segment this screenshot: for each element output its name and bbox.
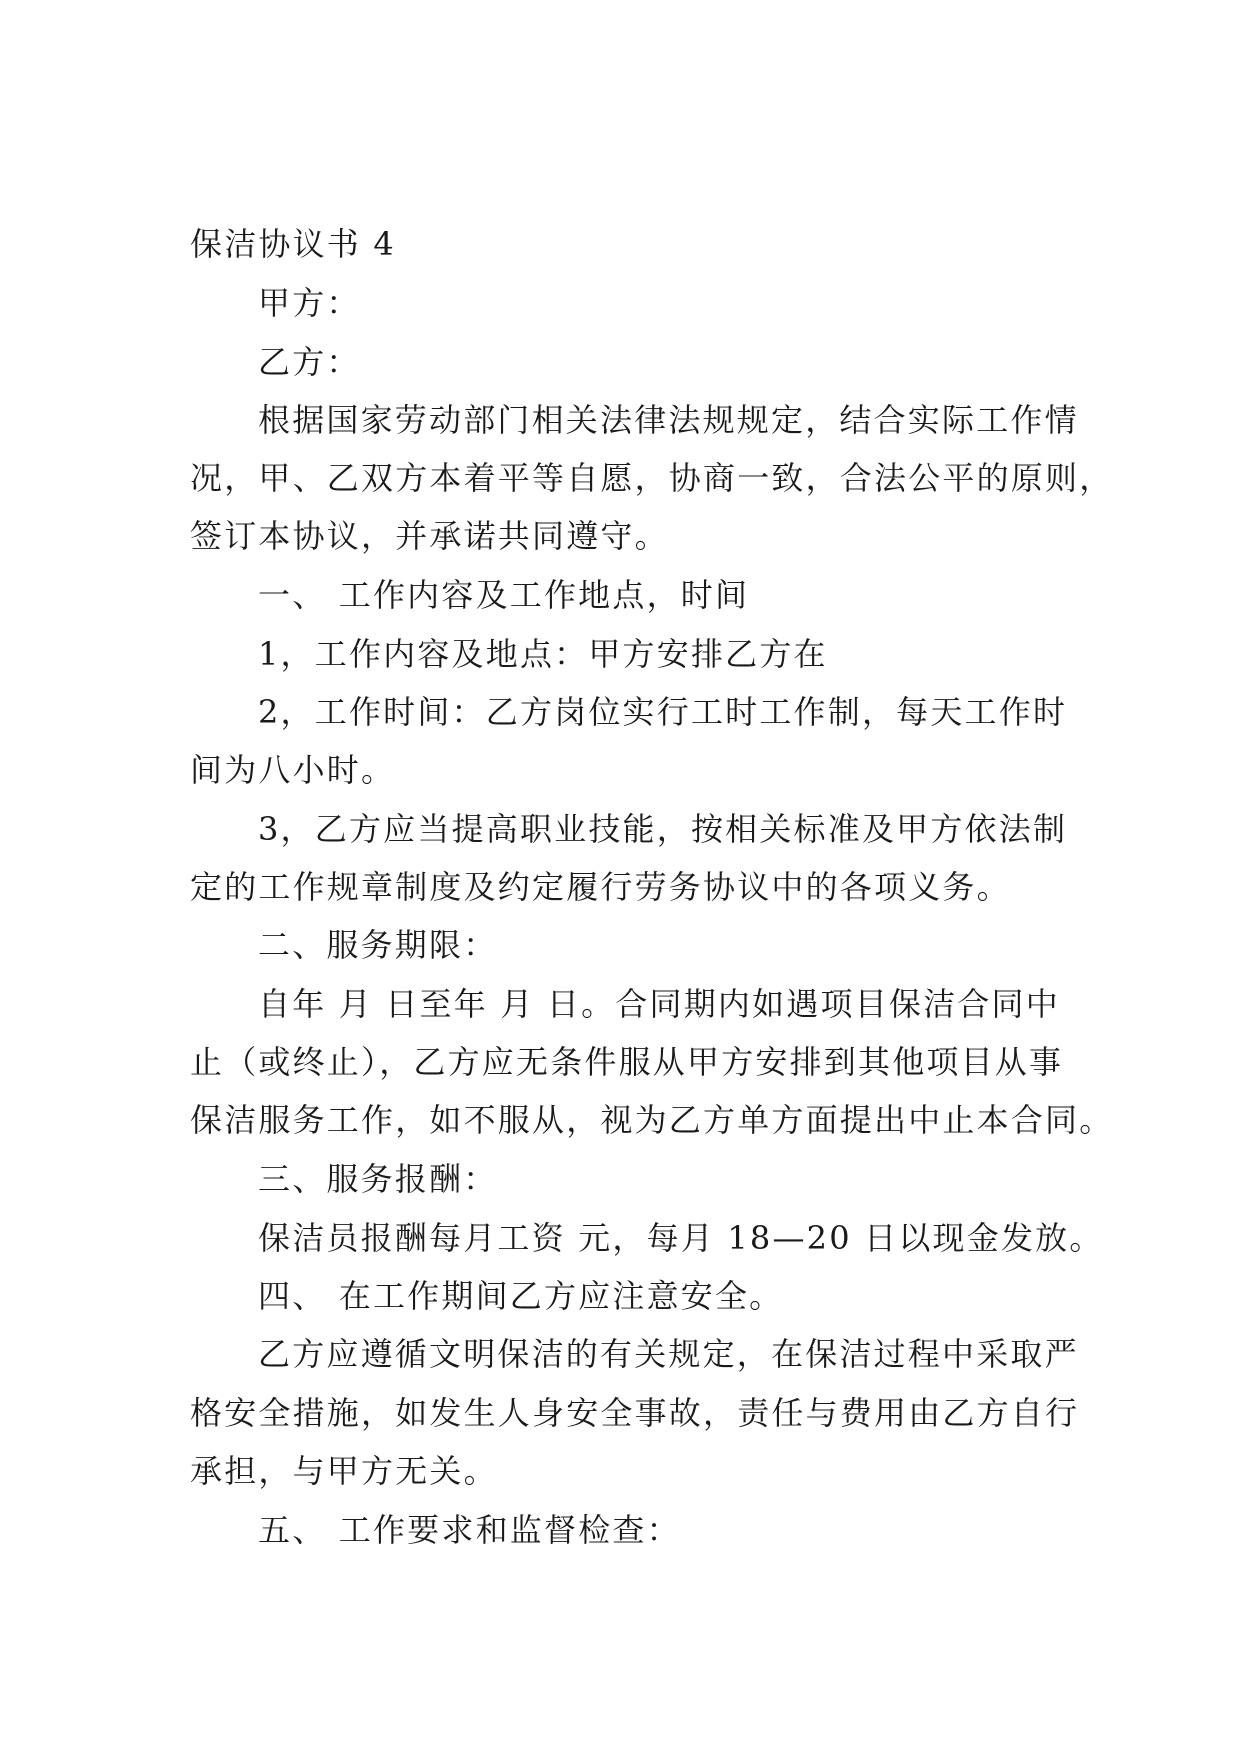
- paragraph-line: 况，甲、乙双方本着平等自愿，协商一致，合法公平的原则，: [190, 459, 1114, 497]
- section-heading: 五、 工作要求和监督检查：: [258, 1511, 681, 1549]
- paragraph-line: 签订本协议，并承诺共同遵守。: [190, 517, 669, 555]
- paragraph-line: 根据国家劳动部门相关法律法规规定，结合实际工作情: [258, 401, 1079, 439]
- party-a-line: 甲方：: [258, 284, 361, 322]
- party-b-line: 乙方：: [258, 343, 361, 381]
- paragraph-line: 1，工作内容及地点：甲方安排乙方在: [258, 635, 828, 673]
- paragraph-line: 自年 月 日至年 月 日。合同期内如遇项目保洁合同中: [258, 985, 1060, 1023]
- paragraph-line: 承担，与甲方无关。: [190, 1452, 498, 1490]
- section-heading: 三、服务报酬：: [258, 1160, 498, 1198]
- section-heading: 二、服务期限：: [258, 926, 498, 964]
- paragraph-line: 乙方应遵循文明保洁的有关规定，在保洁过程中采取严: [258, 1335, 1079, 1373]
- paragraph-line: 2，工作时间：乙方岗位实行工时工作制，每天工作时: [258, 693, 1068, 731]
- paragraph-line: 止（或终止），乙方应无条件服从甲方安排到其他项目从事: [190, 1043, 1064, 1081]
- section-heading: 一、 工作内容及工作地点，时间: [258, 576, 750, 614]
- paragraph-line: 定的工作规章制度及约定履行劳务协议中的各项义务。: [190, 868, 1011, 906]
- paragraph-line: 格安全措施，如发生人身安全事故，责任与费用由乙方自行: [190, 1394, 1080, 1432]
- paragraph-line: 保洁服务工作，如不服从，视为乙方单方面提出中止本合同。: [190, 1101, 1114, 1139]
- paragraph-line: 保洁员报酬每月工资 元，每月 18—20 日以现金发放。: [258, 1219, 1104, 1257]
- document-title: 保洁协议书 4: [190, 225, 396, 263]
- paragraph-line: 3，乙方应当提高职业技能，按相关标准及甲方依法制: [258, 810, 1068, 848]
- paragraph-line: 间为八小时。: [190, 751, 396, 789]
- section-heading: 四、 在工作期间乙方应注意安全。: [258, 1277, 784, 1315]
